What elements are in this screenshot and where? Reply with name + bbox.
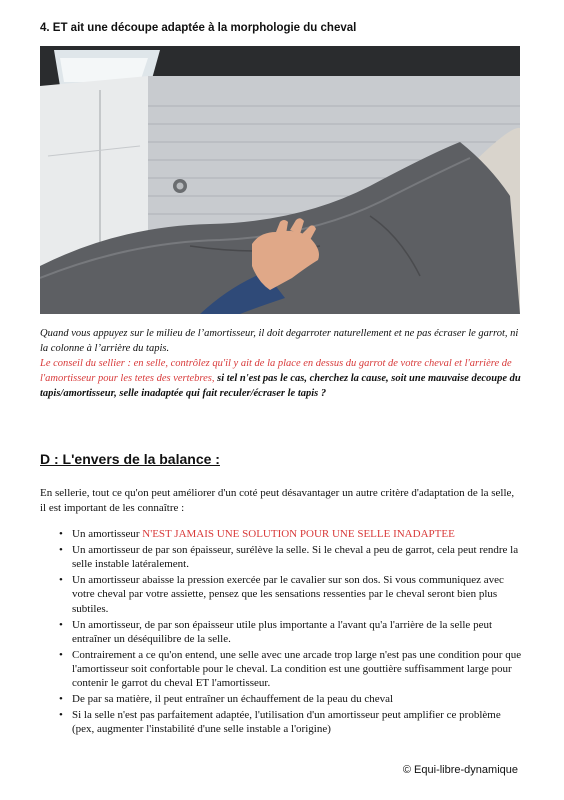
section-title: D : L'envers de la balance : (40, 451, 220, 467)
copyright-footer: © Equi-libre-dynamique (402, 764, 518, 776)
photo-caption (40, 326, 525, 401)
list-item (40, 527, 522, 541)
saddler-advice-red: Le conseil du sellier : en selle, contrôlez qu'il y ait de la place en dessus du garrot de votre cheval et l'arrière de l'amortisseur pour les tetes des vertebres, (40, 358, 512, 384)
intro-paragraph: En sellerie, tout ce qu'on peut améliorer d'un coté peut désavantager un autre critère d'adaptation de la selle, il est important de les connaître : (40, 487, 515, 514)
caption-intro: Quand vous appuyez sur le milieu de l’amortisseur, il doit degarroter naturellement et ne pas écraser le garrot, ni la colonne à l’arrière du tapis. (40, 328, 519, 354)
bullet-text: Si la selle n'est pas parfaitement adaptée, l'utilisation d'un amortisseur peut amplifier ce problème (pex, augmenter l'instabilité d'une selle instable a l'origine) (72, 709, 501, 736)
list-item (40, 618, 522, 647)
saddler-advice-bold: si tel n'est pas le cas, cherchez la cause, soit une mauvaise decoupe du tapis/amortisseur, selle inadaptée qui fait reculer/écraser le tapis ? (40, 373, 521, 399)
bullet-text: Un amortisseur, de par son épaisseur utile plus importante a l'avant qu'a l'arrière de la selle peut entraîner un déséquilibre de la selle. (72, 618, 493, 645)
bullet-text: Un amortisseur (72, 528, 143, 540)
bullet-text: Un amortisseur abaisse la pression exercée par le cavalier sur son dos. Si vous communiquez avec votre cheval par votre assiette, pensez que les sensations ressenties par le cheval seront bien plus subtiles. (72, 574, 504, 615)
bullet-text: Un amortisseur de par son épaisseur, surélève la selle. Si le cheval a peu de garrot, cela peut rendre la selle instable latéralement. (72, 543, 519, 571)
bullet-list (40, 527, 522, 738)
bullet-icon: • (59, 648, 63, 661)
bullet-icon: • (59, 574, 63, 587)
list-item (40, 573, 522, 616)
bullet-warning-red: N'EST JAMAIS UNE SOLUTION POUR UNE SELLE INADAPTEE (142, 528, 455, 540)
bullet-icon: • (59, 693, 63, 706)
bullet-icon: • (59, 709, 63, 722)
list-item (40, 648, 522, 691)
bullet-text: De par sa matière, il peut entraîner un échauffement de la peau du cheval (72, 693, 394, 706)
list-item (40, 543, 522, 572)
bullet-text: Contrairement a ce qu'on entend, une selle avec une arcade trop large n'est pas une condition pour que l'amortisseur soit confortable pour le cheval. La condition est une gouttière suffisamment large pour contenir le garrot du cheval ET l'amortisseur. (72, 648, 522, 690)
photo-illustration (40, 46, 520, 314)
bullet-icon: • (59, 543, 63, 556)
bullet-icon: • (59, 618, 63, 631)
bullet-icon: • (59, 528, 63, 540)
saddle-pad-photo (40, 46, 520, 314)
list-item (40, 708, 522, 737)
list-item (40, 692, 522, 706)
page-heading: 4. ET ait une découpe adaptée à la morphologie du cheval (40, 22, 357, 34)
